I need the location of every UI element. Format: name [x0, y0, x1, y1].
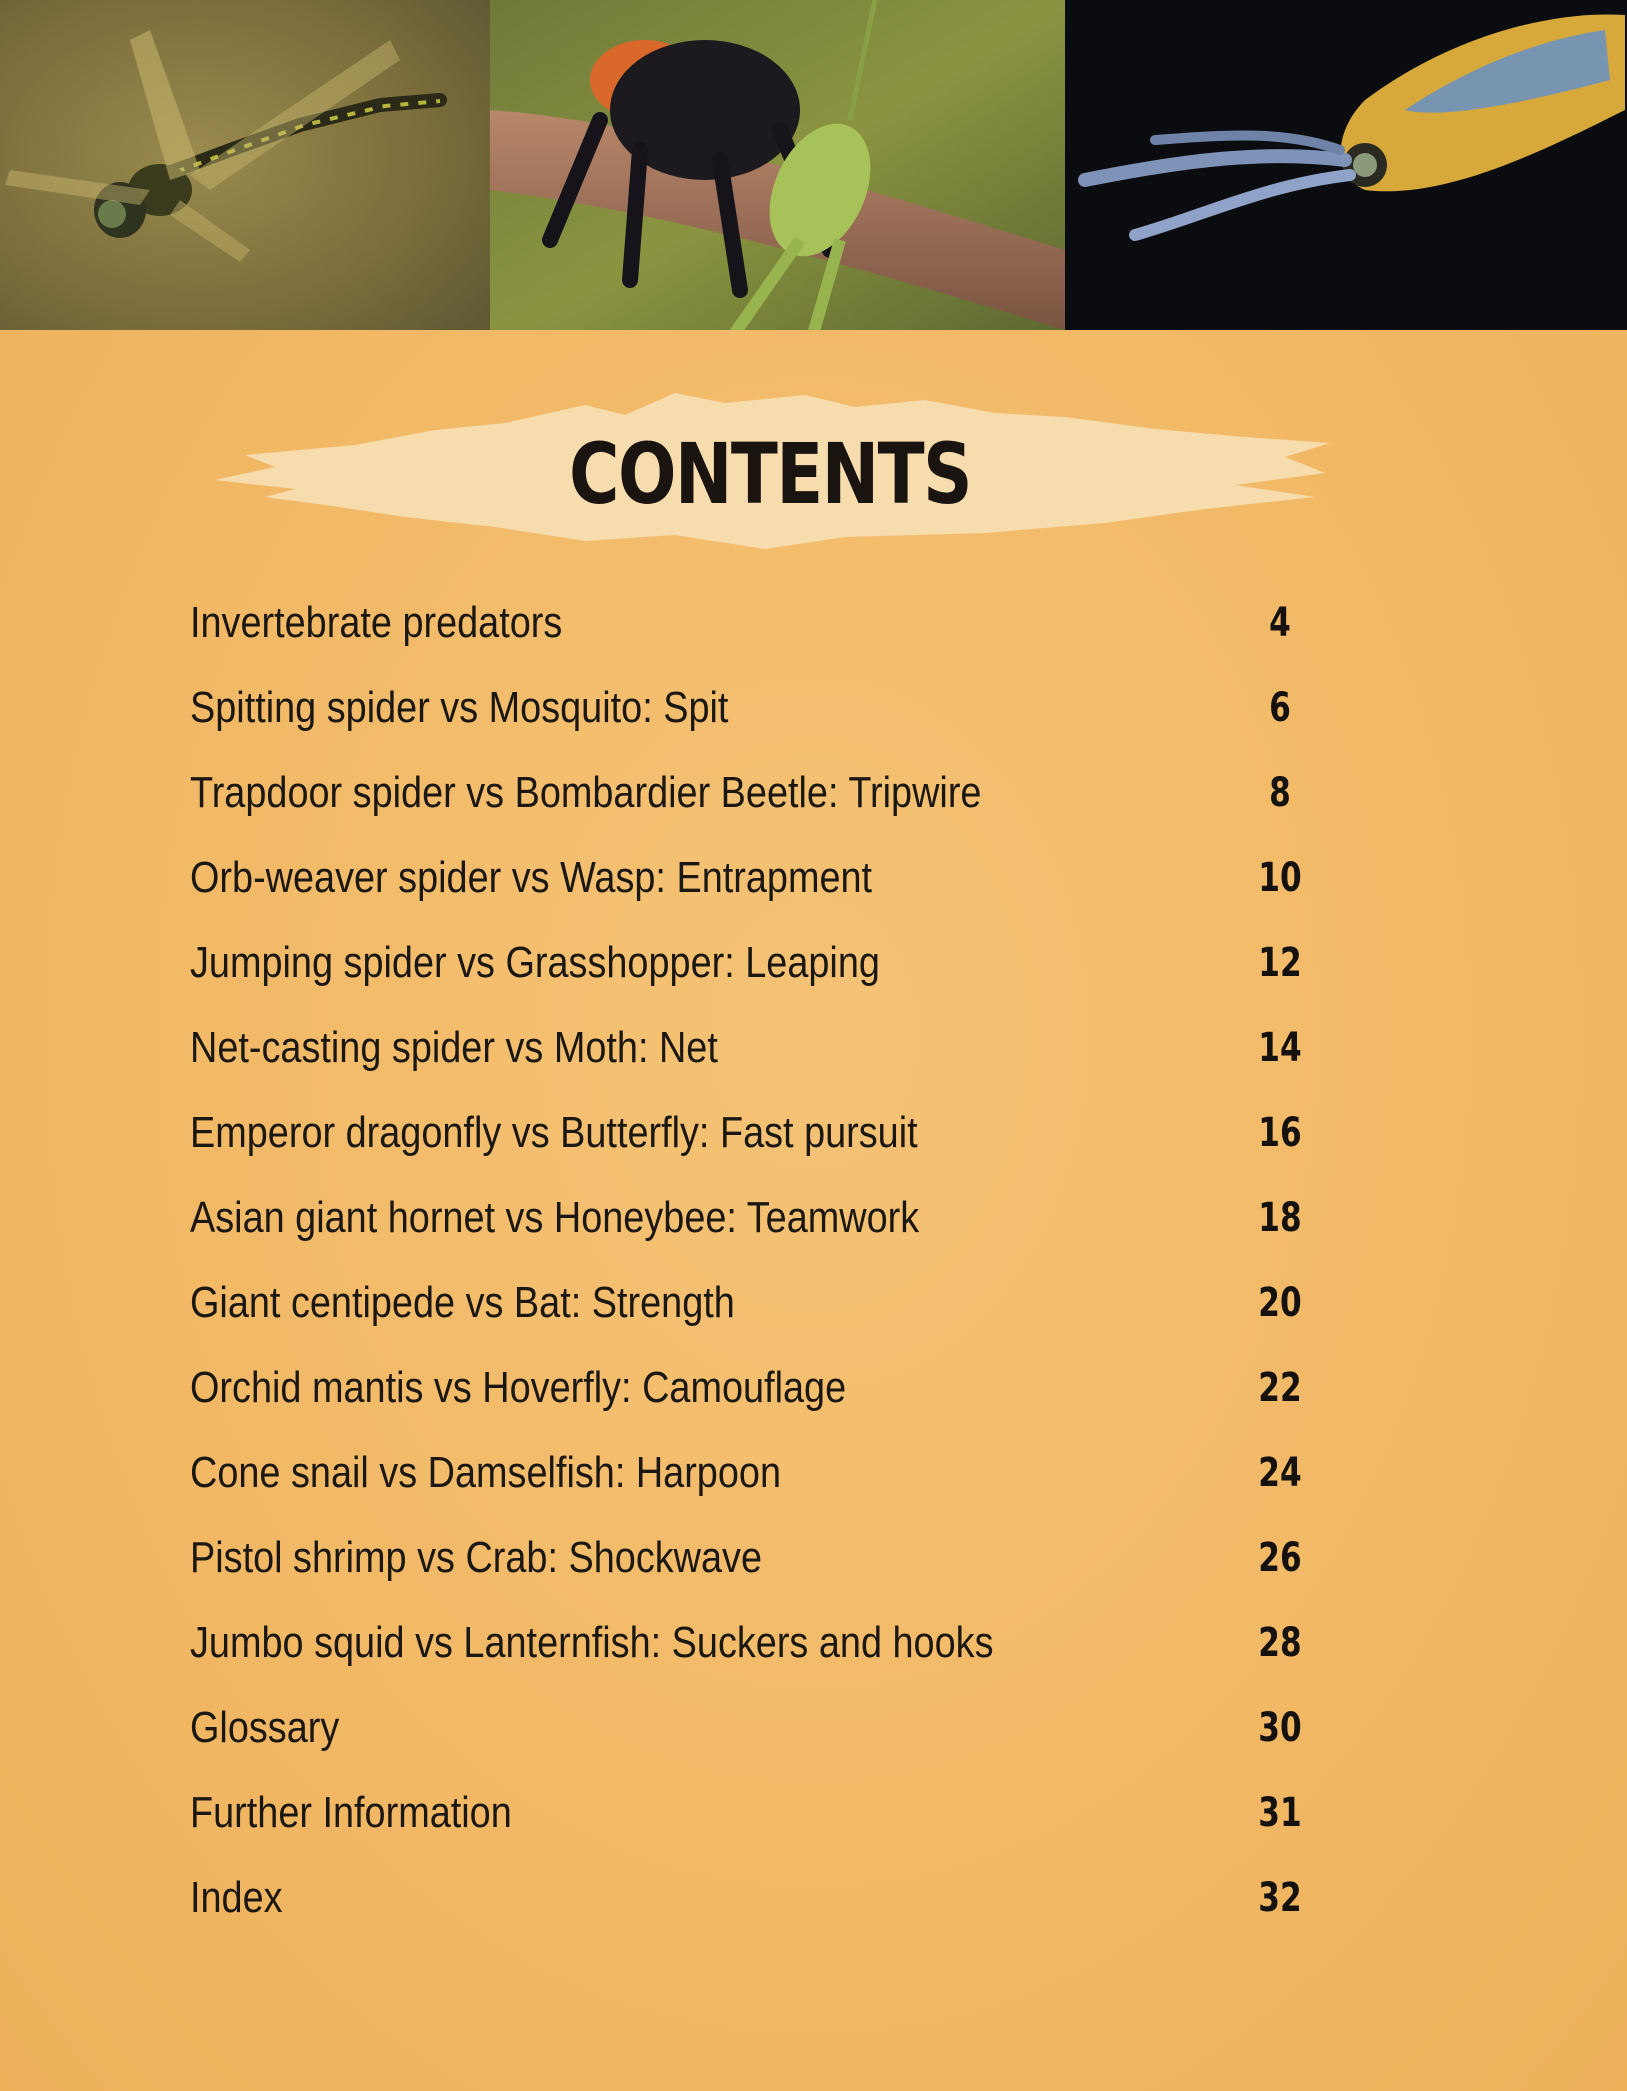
toc-entry[interactable]: [190, 930, 1320, 1015]
toc-entry-title: Spitting spider vs Mosquito: Spit: [190, 683, 729, 732]
toc-entry[interactable]: [190, 1185, 1320, 1270]
toc-entry-title: Orchid mantis vs Hoverfly: Camouflage: [190, 1363, 847, 1412]
dragonfly-photo: [0, 0, 490, 345]
toc-entry[interactable]: [190, 1440, 1320, 1525]
toc-entry-page: 20: [1258, 1280, 1302, 1326]
toc-entry-title: Asian giant hornet vs Honeybee: Teamwork: [190, 1193, 920, 1242]
toc-entry-page: 10: [1258, 855, 1302, 901]
toc-entry[interactable]: [190, 1780, 1320, 1865]
toc-entry[interactable]: [190, 1610, 1320, 1695]
toc-entry-page: 8: [1269, 770, 1291, 816]
squid-photo: [1065, 0, 1627, 345]
toc-entry-title: Jumbo squid vs Lanternfish: Suckers and hooks: [190, 1618, 994, 1667]
toc-entry-title: Pistol shrimp vs Crab: Shockwave: [190, 1533, 763, 1582]
toc-entry-title: Invertebrate predators: [190, 598, 563, 647]
toc-entry[interactable]: [190, 675, 1320, 760]
toc-entry-page: 6: [1269, 685, 1291, 731]
toc-entry-page: 31: [1258, 1790, 1302, 1836]
toc-entry-title: Cone snail vs Damselfish: Harpoon: [190, 1448, 781, 1497]
toc-entry[interactable]: [190, 845, 1320, 930]
toc-entry-page: 18: [1258, 1195, 1302, 1241]
toc-entry-title: Trapdoor spider vs Bombardier Beetle: Tripwire: [190, 768, 982, 817]
toc-entry-title: Index: [190, 1873, 283, 1922]
toc-entry[interactable]: [190, 1015, 1320, 1100]
toc-entry[interactable]: [190, 1100, 1320, 1185]
toc-entry[interactable]: [190, 1865, 1320, 1950]
toc-entry-title: Giant centipede vs Bat: Strength: [190, 1278, 735, 1327]
table-of-contents: [190, 590, 1320, 1950]
photo-strip: [0, 0, 1627, 345]
toc-entry-title: Emperor dragonfly vs Butterfly: Fast pursuit: [190, 1108, 918, 1157]
toc-entry-page: 4: [1269, 600, 1291, 646]
toc-entry-page: 32: [1258, 1875, 1302, 1921]
toc-entry-title: Net-casting spider vs Moth: Net: [190, 1023, 718, 1072]
toc-entry-page: 28: [1258, 1620, 1302, 1666]
contents-heading-banner: [205, 385, 1335, 555]
toc-entry-page: 26: [1258, 1535, 1302, 1581]
toc-entry-page: 12: [1258, 940, 1302, 986]
toc-entry[interactable]: [190, 590, 1320, 675]
jumping-spider-photo: [490, 0, 1065, 345]
page-title: CONTENTS: [569, 425, 971, 523]
toc-entry-title: Orb-weaver spider vs Wasp: Entrapment: [190, 853, 873, 902]
toc-entry-page: 14: [1258, 1025, 1302, 1071]
toc-entry-page: 22: [1258, 1365, 1302, 1411]
toc-entry-page: 24: [1258, 1450, 1302, 1496]
toc-entry[interactable]: [190, 1695, 1320, 1780]
toc-entry[interactable]: [190, 1355, 1320, 1440]
toc-entry[interactable]: [190, 1270, 1320, 1355]
toc-entry[interactable]: [190, 760, 1320, 845]
toc-entry-title: Further Information: [190, 1788, 512, 1837]
toc-entry[interactable]: [190, 1525, 1320, 1610]
toc-entry-title: Jumping spider vs Grasshopper: Leaping: [190, 938, 880, 987]
toc-entry-page: 30: [1258, 1705, 1302, 1751]
toc-entry-page: 16: [1258, 1110, 1302, 1156]
toc-entry-title: Glossary: [190, 1703, 340, 1752]
